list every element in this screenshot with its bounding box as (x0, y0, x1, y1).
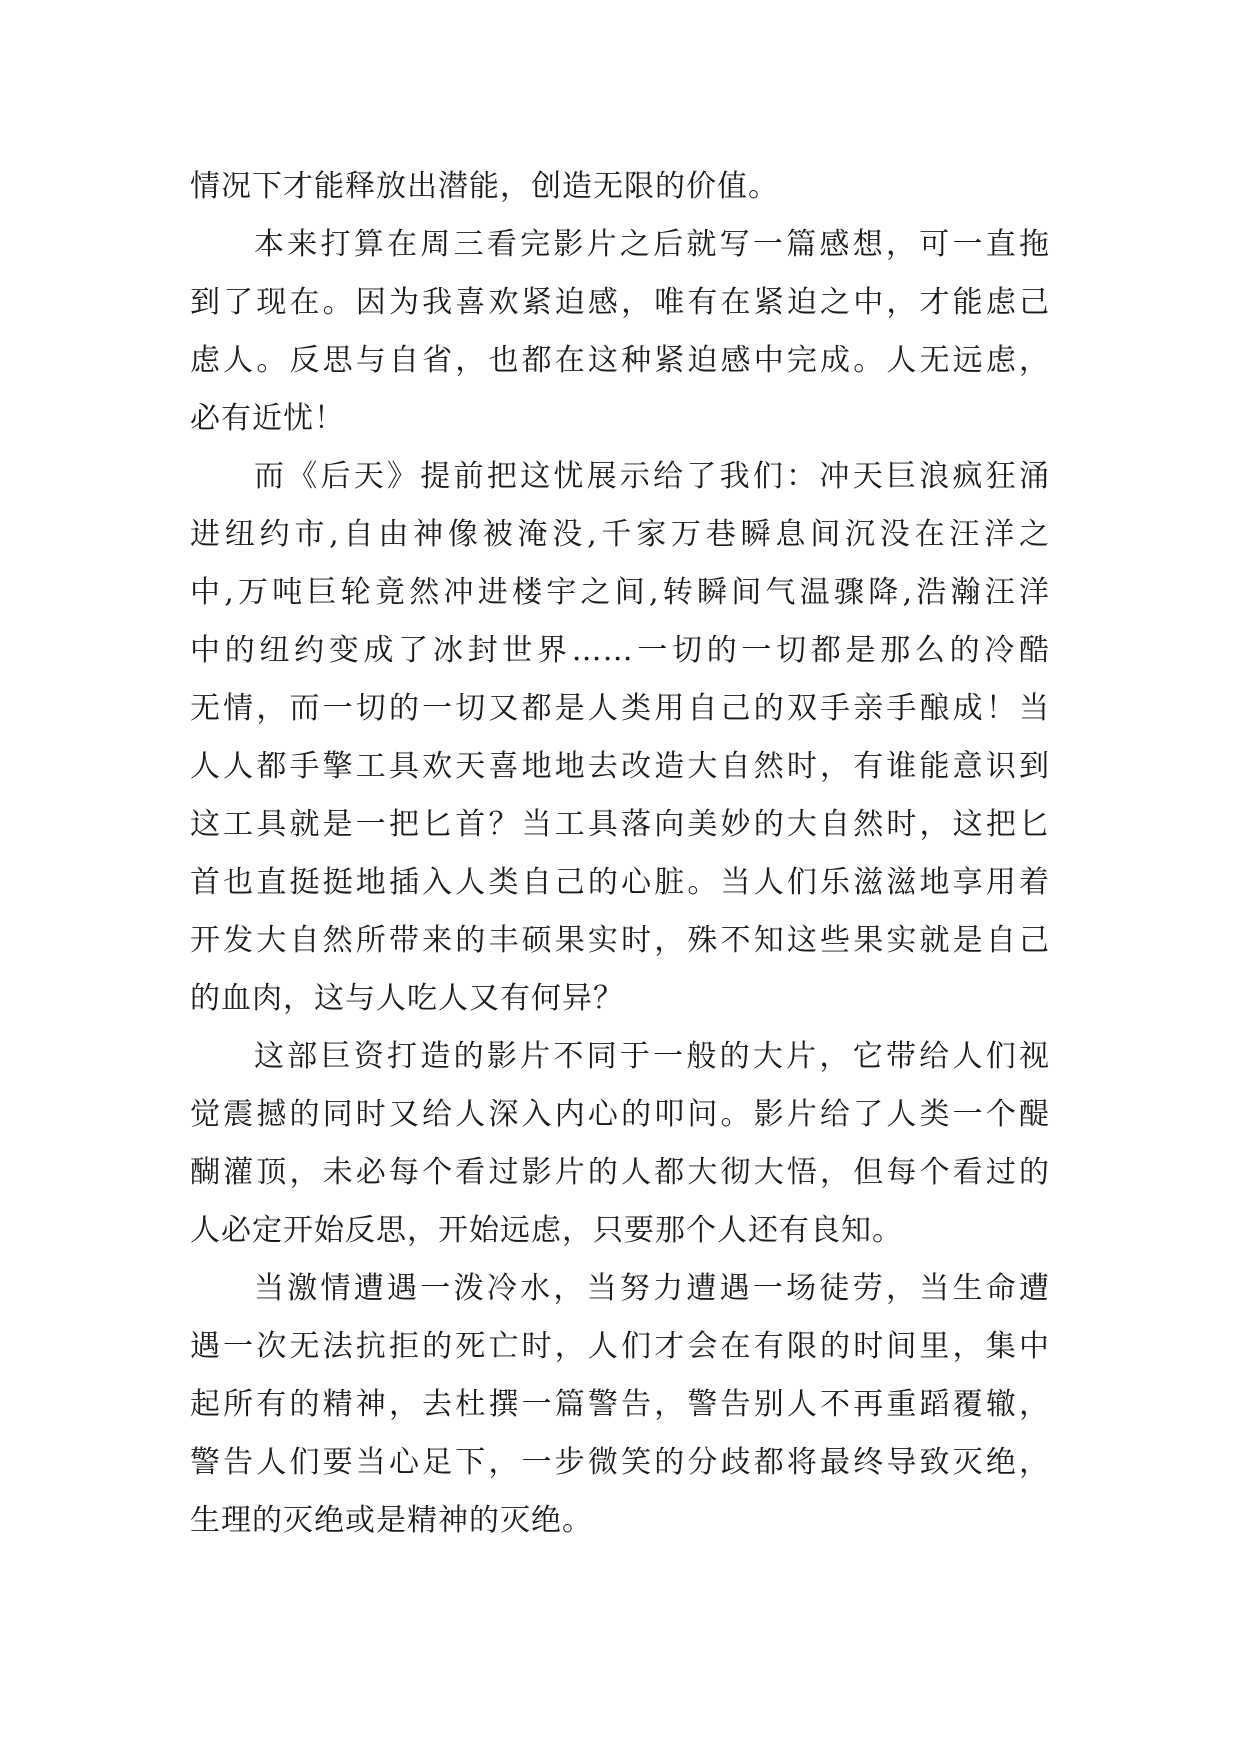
text-line: 情况下才能释放出潜能，创造无限的价值。 (190, 169, 779, 204)
paragraph (190, 1260, 1050, 1550)
text-line: 进纽约市,自由神像被淹没,千家万巷瞬息间沉没在汪洋之 (190, 517, 1050, 552)
text-line: 的血肉，这与人吃人又有何异？ (190, 981, 624, 1016)
text-line: 生理的灭绝或是精神的灭绝。 (190, 1503, 593, 1538)
text-line: 中,万吨巨轮竟然冲进楼宇之间,转瞬间气温骤降,浩瀚汪洋 (190, 575, 1050, 610)
document-body (190, 158, 1050, 1550)
text-line: 醐灌顶，未必每个看过影片的人都大彻大悟，但每个看过的 (190, 1155, 1050, 1190)
text-line: 到了现在。因为我喜欢紧迫感，唯有在紧迫之中，才能虑己 (190, 285, 1050, 320)
paragraph (190, 216, 1050, 448)
text-line: 首也直挺挺地插入人类自己的心脏。当人们乐滋滋地享用着 (190, 865, 1050, 900)
text-line: 觉震撼的同时又给人深入内心的叩问。影片给了人类一个醍 (190, 1097, 1050, 1132)
text-line: 人必定开始反思，开始远虑，只要那个人还有良知。 (190, 1213, 903, 1248)
paragraph (190, 158, 1050, 216)
text-line: 这部巨资打造的影片不同于一般的大片，它带给人们视 (254, 1039, 1050, 1074)
paragraph (190, 448, 1050, 1028)
text-line: 而《后天》提前把这忧展示给了我们：冲天巨浪疯狂涌 (254, 459, 1050, 494)
text-line: 无情，而一切的一切又都是人类用自己的双手亲手酿成！当 (190, 691, 1050, 726)
paragraph (190, 1028, 1050, 1260)
text-line: 人人都手擎工具欢天喜地地去改造大自然时，有谁能意识到 (190, 749, 1050, 784)
text-line: 起所有的精神，去杜撰一篇警告，警告别人不再重蹈覆辙， (190, 1387, 1050, 1422)
text-line: 虑人。反思与自省，也都在这种紧迫感中完成。人无远虑， (190, 343, 1050, 378)
text-line: 这工具就是一把匕首？当工具落向美妙的大自然时，这把匕 (190, 807, 1050, 842)
text-line: 遇一次无法抗拒的死亡时，人们才会在有限的时间里，集中 (190, 1329, 1050, 1364)
text-line: 必有近忧！ (190, 401, 345, 436)
text-line: 开发大自然所带来的丰硕果实时，殊不知这些果实就是自己 (190, 923, 1050, 958)
text-line: 当激情遭遇一泼冷水，当努力遭遇一场徒劳，当生命遭 (254, 1271, 1050, 1306)
text-line: 警告人们要当心足下，一步微笑的分歧都将最终导致灭绝， (190, 1445, 1050, 1480)
text-line: 本来打算在周三看完影片之后就写一篇感想，可一直拖 (254, 227, 1050, 262)
text-line: 中的纽约变成了冰封世界……一切的一切都是那么的冷酷 (190, 633, 1050, 668)
